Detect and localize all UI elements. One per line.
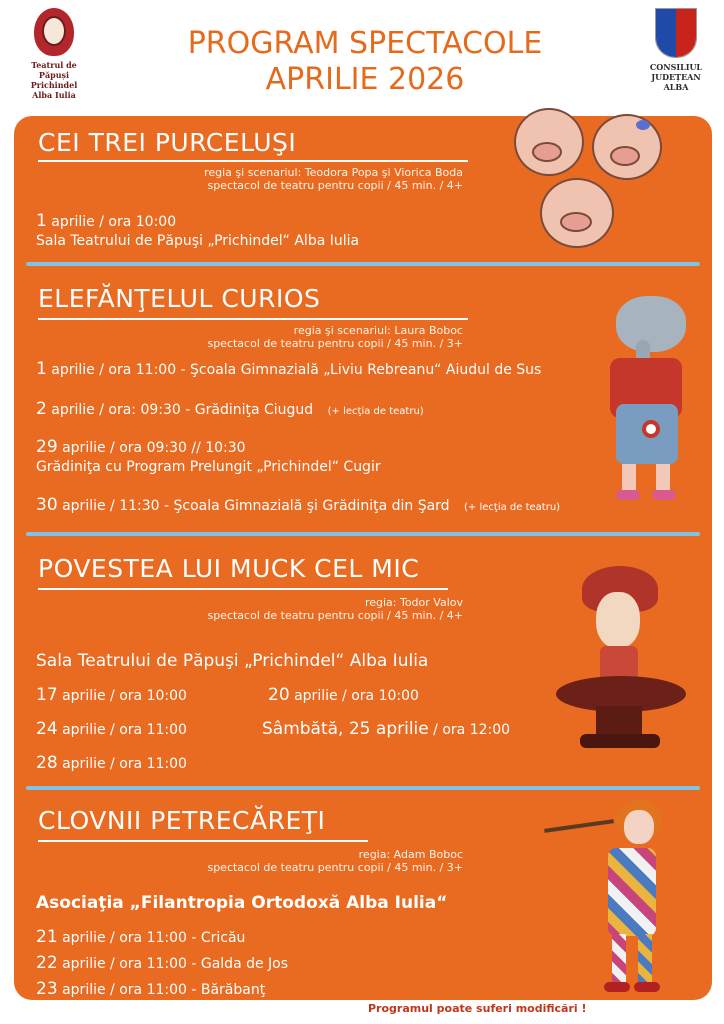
entry-details: aprilie / ora 11:00 - Cricău <box>57 930 246 946</box>
credit-details: spectacol de teatru pentru copii / 45 min. / 4+ <box>207 609 463 622</box>
entry-details: aprilie / ora: 09:30 - Grădiniţa Ciugud <box>46 402 314 418</box>
title-underline <box>38 840 368 842</box>
title-underline <box>38 160 468 162</box>
entry-day: 1 <box>36 211 47 231</box>
title-line-1: PROGRAM SPECTACOLE <box>187 26 543 61</box>
page-title <box>120 26 610 98</box>
entry-details: aprilie / ora 10:00 <box>289 688 419 704</box>
entry-day: 28 <box>36 753 58 773</box>
venue-heading: Sala Teatrului de Păpuşi „Prichindel“ Alba Iulia <box>36 651 429 671</box>
entry-day: 17 <box>36 685 58 705</box>
council-line-3: ALBA <box>663 82 689 92</box>
logo-line-2: Prichindel <box>30 80 78 90</box>
title-underline <box>38 318 468 320</box>
section-divider <box>26 786 700 790</box>
credit-details: spectacol de teatru pentru copii / 45 min. / 3+ <box>207 337 463 350</box>
venue-heading: Asociaţia „Filantropia Ortodoxă Alba Iulia“ <box>36 893 448 913</box>
show-title: CEI TREI PURCELUŞI <box>38 128 297 157</box>
schedule-entry <box>36 754 187 773</box>
logo-line-1: Teatrul de Păpuși <box>31 60 77 80</box>
schedule-entry <box>262 720 510 739</box>
schedule-entry <box>36 686 187 705</box>
entry-details: aprilie / ora 11:00 - Galda de Jos <box>57 956 289 972</box>
county-council-logo <box>644 8 708 92</box>
schedule-entry <box>36 954 288 973</box>
entry-day: 21 <box>36 927 58 947</box>
credit-director: regia: Todor Valov <box>364 596 463 609</box>
entry-details: aprilie / ora 10:00 <box>46 214 177 230</box>
show-title: POVESTEA LUI MUCK CEL MIC <box>38 554 420 583</box>
entry-day: 2 <box>36 399 47 419</box>
show-title: CLOVNII PETRECĂREŢI <box>38 806 326 835</box>
schedule-entry <box>36 928 245 947</box>
entry-note: (+ lecţia de teatru) <box>464 502 561 513</box>
schedule-entry <box>36 212 176 231</box>
section-divider <box>26 262 700 266</box>
venue-line: Sala Teatrului de Păpuşi „Prichindel“ Alba Iulia <box>36 233 360 249</box>
credit-director: regia: Adam Boboc <box>358 848 463 861</box>
credit-director: regia şi scenariul: Laura Boboc <box>293 324 463 337</box>
puppet-face-icon <box>34 8 74 56</box>
show-credits <box>120 166 463 192</box>
theatre-logo <box>22 8 86 100</box>
entry-day: 22 <box>36 953 58 973</box>
footer-note: Programul poate suferi modificări ! <box>368 1002 587 1015</box>
entry-details: aprilie / ora 09:30 // 10:30 <box>57 440 246 456</box>
title-line-2: APRILIE 2026 <box>265 62 465 97</box>
council-line-2: JUDEȚEAN <box>651 72 701 82</box>
schedule-entry <box>36 980 265 999</box>
schedule-entry <box>36 720 187 739</box>
schedule-entry <box>36 496 560 517</box>
credit-details: spectacol de teatru pentru copii / 45 min. / 4+ <box>207 179 463 192</box>
schedule-entry <box>36 438 246 457</box>
entry-details: / ora 12:00 <box>428 722 511 738</box>
clown-violinist-illustration <box>544 794 694 1002</box>
schedule-entry <box>36 400 424 421</box>
schedule-entry <box>36 360 541 379</box>
entry-day: Sâmbătă, 25 aprilie <box>262 719 429 739</box>
entry-details: aprilie / ora 11:00 <box>57 722 187 738</box>
entry-details: aprilie / ora 11:00 - Şcoala Gimnazială „Liviu Rebreanu“ Aiudul de Sus <box>46 362 542 378</box>
logo-line-3: Alba Iulia <box>32 90 76 100</box>
entry-day: 24 <box>36 719 58 739</box>
entry-details: aprilie / 11:30 - Şcoala Gimnazială şi Grădiniţa din Şard <box>57 498 450 514</box>
show-credits <box>150 848 463 874</box>
entry-day: 23 <box>36 979 58 999</box>
entry-day: 20 <box>268 685 290 705</box>
elephant-puppet-illustration <box>596 296 700 508</box>
show-credits <box>150 596 463 622</box>
entry-note: (+ lecţia de teatru) <box>327 406 424 417</box>
entry-details: aprilie / ora 11:00 <box>57 756 187 772</box>
entry-day: 29 <box>36 437 58 457</box>
venue-line: Grădiniţa cu Program Prelungit „Prichindel“ Cugir <box>36 459 381 475</box>
show-title: ELEFĂNŢELUL CURIOS <box>38 284 321 313</box>
show-credits <box>150 324 463 350</box>
three-pigs-illustration <box>496 100 696 260</box>
section-divider <box>26 532 700 536</box>
entry-day: 30 <box>36 495 58 515</box>
credit-director: regia şi scenariul: Teodora Popa şi Viorica Boda <box>204 166 463 179</box>
entry-day: 1 <box>36 359 47 379</box>
title-underline <box>38 588 448 590</box>
credit-details: spectacol de teatru pentru copii / 45 min. / 3+ <box>207 861 463 874</box>
entry-details: aprilie / ora 10:00 <box>57 688 187 704</box>
council-line-1: CONSILIUL <box>649 62 703 72</box>
muck-lamp-illustration <box>556 566 696 762</box>
coat-of-arms-icon <box>655 8 697 58</box>
schedule-entry <box>268 686 419 705</box>
entry-details: aprilie / ora 11:00 - Bărăbanţ <box>57 982 266 998</box>
